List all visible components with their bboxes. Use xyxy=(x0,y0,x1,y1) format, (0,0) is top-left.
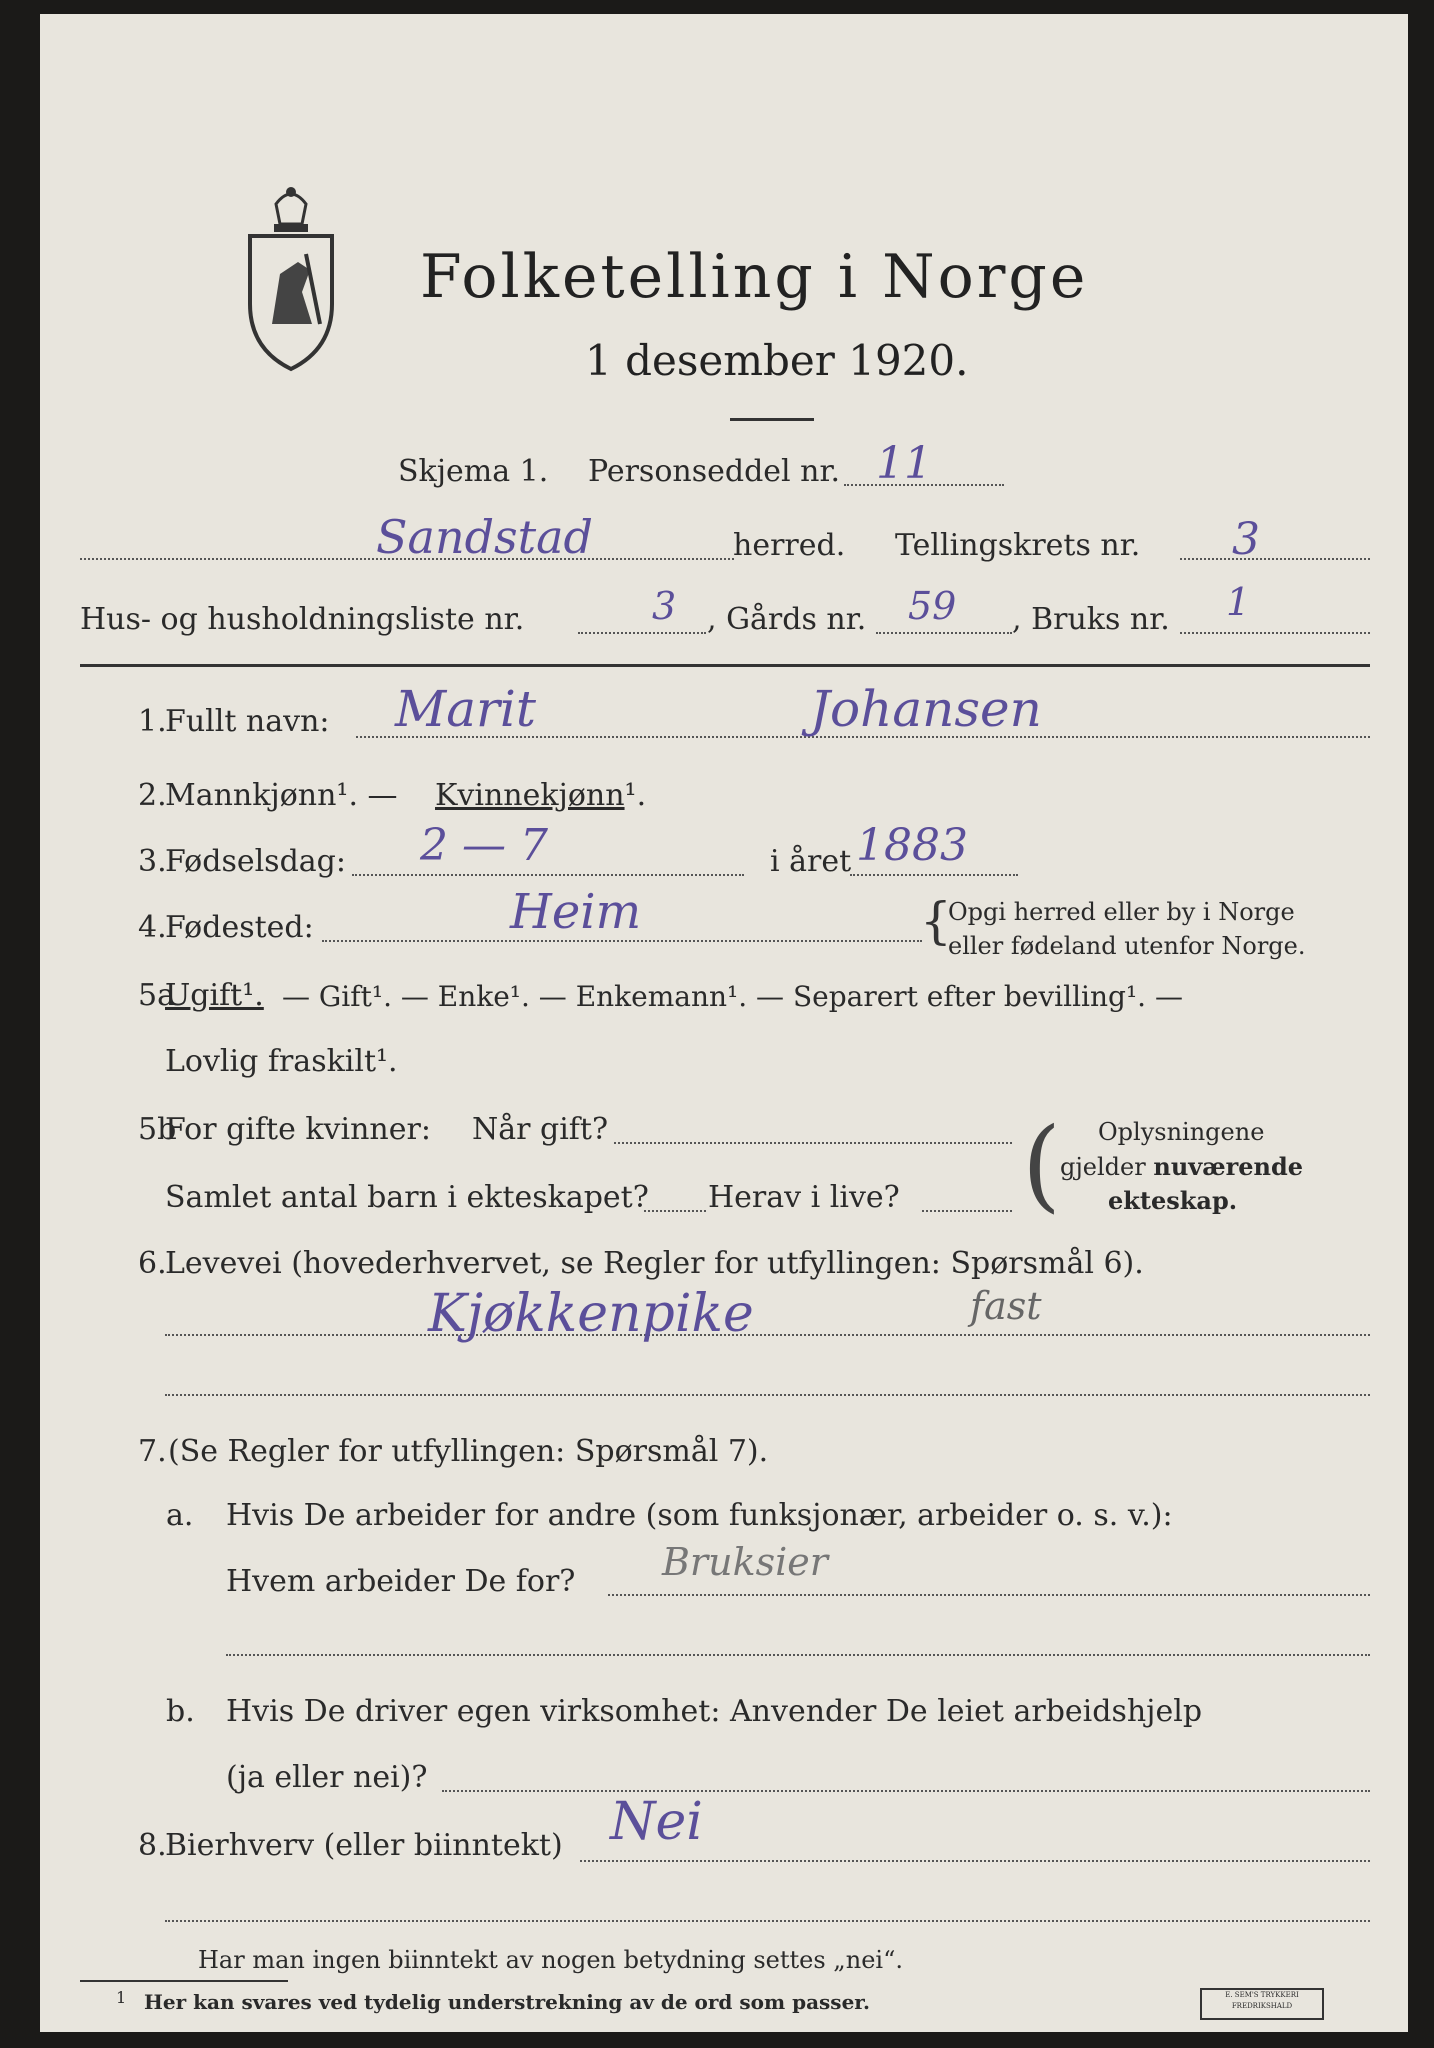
q4-field-line xyxy=(322,940,922,942)
printer-stamp xyxy=(1200,1988,1324,2020)
q3-date-value: 2 — 7 xyxy=(420,820,548,871)
q8-field-line2 xyxy=(165,1920,1370,1922)
q7b-label: Hvis De driver egen virksomhet: Anvender De leiet arbeidshjelp xyxy=(226,1694,1203,1729)
q2-female xyxy=(435,778,646,813)
q5b-note-nuvaerende: nuværende xyxy=(1153,1152,1304,1181)
q5a-number: 5a xyxy=(138,978,175,1013)
q5b-number: 5b xyxy=(138,1112,177,1147)
q3-number: 3. xyxy=(138,844,167,879)
q5b-note-line2 xyxy=(1060,1152,1303,1181)
bruks-field-line xyxy=(1180,632,1370,634)
skjema-label: Skjema 1. xyxy=(398,454,549,489)
q8-field-line xyxy=(580,1860,1370,1862)
coat-of-arms-icon xyxy=(240,174,342,374)
form-title: Folketelling i Norge xyxy=(420,242,1089,312)
q5b-note-bracket-left: ( xyxy=(1022,1106,1062,1223)
q7-label: (Se Regler for utfyllingen: Spørsmål 7). xyxy=(168,1434,769,1469)
footnote-text: Her kan svares ved tydelig understrekning av de ord som passer. xyxy=(144,1990,870,2014)
q7a-label: Hvis De arbeider for andre (som funksjonær, arbeider o. s. v.): xyxy=(226,1498,1173,1533)
q7a-field-line xyxy=(608,1594,1370,1596)
q3-year-label: i året xyxy=(770,844,852,879)
hus-field-line xyxy=(578,632,706,634)
q5a-options: — Gift¹. — Enke¹. — Enkemann¹. — Separert efter bevilling¹. — xyxy=(282,980,1183,1013)
q4-value: Heim xyxy=(510,884,642,940)
q4-number: 4. xyxy=(138,910,167,945)
census-form-sheet xyxy=(40,14,1408,2032)
footer-note: Har man ingen biinntekt av nogen betydning settes „nei“. xyxy=(198,1946,903,1974)
q2-male: Mannkjønn¹. — xyxy=(165,778,398,813)
q7-number: 7. xyxy=(138,1434,167,1469)
q6-label: Levevei (hovederhvervet, se Regler for utfyllingen: Spørsmål 6). xyxy=(165,1246,1144,1281)
gards-field-line xyxy=(876,632,1012,634)
q5a-line2: Lovlig fraskilt¹. xyxy=(165,1044,398,1079)
personseddel-value: 11 xyxy=(876,438,932,489)
q6-value: Kjøkkenpike xyxy=(428,1284,754,1344)
q3-label: Fødselsdag: xyxy=(165,844,346,879)
title-divider xyxy=(730,418,814,421)
personseddel-label: Personseddel nr. xyxy=(588,454,841,489)
gards-value: 59 xyxy=(908,584,957,628)
q6-value2: fast xyxy=(970,1284,1042,1328)
census-date: 1 desember 1920. xyxy=(585,336,969,385)
q5b-label2: Samlet antal barn i ekteskapet? xyxy=(165,1180,649,1215)
q1-first-name: Marit xyxy=(395,680,536,738)
bruks-value: 1 xyxy=(1226,580,1251,624)
q6-field-line2 xyxy=(165,1394,1370,1396)
q5b-label2b: Herav i live? xyxy=(708,1180,900,1215)
q7b-question: (ja eller nei)? xyxy=(226,1760,428,1795)
q5b-label1: For gifte kvinner: xyxy=(165,1112,431,1147)
q1-label: Fullt navn: xyxy=(165,704,330,739)
q3-year-value: 1883 xyxy=(856,820,968,871)
hus-label: Hus- og husholdningsliste nr. xyxy=(80,602,525,637)
tellingskrets-label: Tellingskrets nr. xyxy=(895,528,1141,563)
q7a-question: Hvem arbeider De for? xyxy=(226,1564,576,1599)
herred-label: herred. xyxy=(733,528,846,563)
q7b-letter: b. xyxy=(166,1694,195,1729)
q5b-note-gjelder: gjelder xyxy=(1060,1153,1146,1181)
gards-label: , Gårds nr. xyxy=(707,602,867,637)
printer-line1: E. SEM'S TRYKKERI xyxy=(1225,1991,1299,1999)
q7a-letter: a. xyxy=(166,1498,194,1533)
q3-field-line xyxy=(352,874,744,876)
q5b-married-field-line xyxy=(614,1142,1012,1144)
q2-number: 2. xyxy=(138,778,167,813)
footnote-number: 1 xyxy=(116,1988,127,2007)
herred-value: Sandstad xyxy=(376,510,593,564)
footnote-divider xyxy=(80,1980,288,1982)
q1-last-name: Johansen xyxy=(810,680,1042,738)
q5b-note-line1: Oplysningene xyxy=(1098,1118,1265,1146)
hus-value: 3 xyxy=(652,584,677,628)
q5b-alive-field-line xyxy=(922,1210,1012,1212)
q7b-field-line xyxy=(442,1790,1370,1792)
q7a-value: Bruksier xyxy=(662,1540,828,1584)
q8-number: 8. xyxy=(138,1828,167,1863)
section-divider xyxy=(80,664,1370,667)
q2-female-sup: ¹. xyxy=(624,778,647,813)
q5b-children-field-line xyxy=(644,1210,706,1212)
q5b-label1b: Når gift? xyxy=(472,1112,609,1147)
q8-value: Nei xyxy=(610,1792,703,1852)
q5b-note-line3: ekteskap. xyxy=(1108,1186,1238,1215)
q7a-field-line2 xyxy=(226,1654,1370,1656)
bruks-label: , Bruks nr. xyxy=(1012,602,1170,637)
q1-number: 1. xyxy=(138,704,167,739)
q5a-ugift: Ugift¹. xyxy=(165,978,264,1013)
q6-number: 6. xyxy=(138,1246,167,1281)
q6-field-line1 xyxy=(165,1334,1370,1336)
q2-female-text: Kvinnekjønn xyxy=(435,778,625,813)
tellingskrets-field-line xyxy=(1180,558,1370,560)
q3-year-line xyxy=(850,874,1018,876)
q4-note-line1: Opgi herred eller by i Norge xyxy=(948,898,1295,926)
q4-note-brace: { xyxy=(920,892,952,950)
tellingskrets-value: 3 xyxy=(1232,514,1260,565)
q8-label: Bierhverv (eller biinntekt) xyxy=(165,1828,563,1863)
printer-line2: FREDRIKSHALD xyxy=(1231,2002,1293,2010)
q4-label: Fødested: xyxy=(165,910,314,945)
q4-note-line2: eller fødeland utenfor Norge. xyxy=(948,932,1306,960)
